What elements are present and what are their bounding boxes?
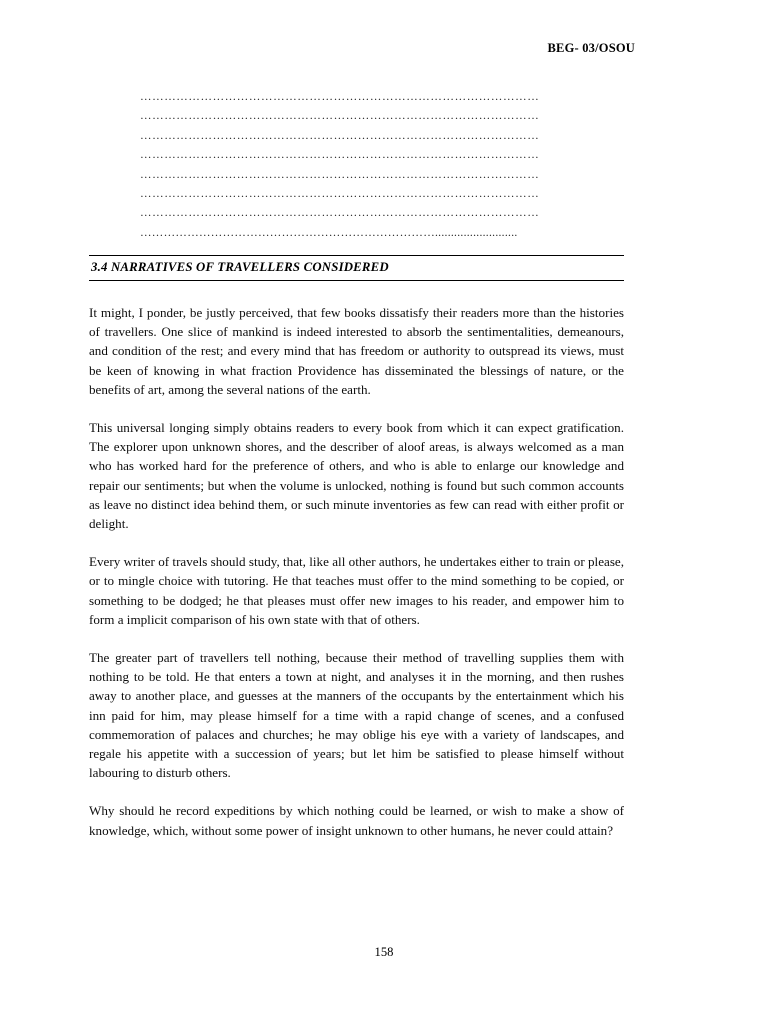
answer-line: ……………………………………………………………………………………… — [140, 149, 540, 162]
paragraph: Why should he record expeditions by which nothing could be learned, or wish to make a show of knowledge, which, without some power of insight unknown to other humans, he never could attain? — [89, 803, 624, 838]
answer-line: ……………………………………………………………………………………… — [140, 207, 540, 220]
answer-line: ……………………………………………………………………………………… — [140, 91, 540, 103]
paragraph: The greater part of travellers tell nothing, because their method of travelling supplies them with nothing to be told. He that enters a town at night, and analyses it in the morning, and then rushes away to another place, and guesses at the manners of the occupants by the entertainment which his inn paid for him, may please himself for a time with a rapid change of scenes, and a confused commemoration of palaces and churches; he may oblige his eye with a variety of landscapes, and regale his appetite with a succession of years; but let him be satisfied to please himself without labouring to disturb others. — [89, 650, 624, 781]
answer-line: ……………………………………………………………………………………… — [140, 110, 540, 123]
paragraph: It might, I ponder, be justly perceived, that few books dissatisfy their readers more than the histories of travellers. One slice of mankind is indeed interested to absorb the sentimentalities, demeanours, and condition of the rest; and every mind that has freedom or authority to outspread its views, must be keen of knowing in what fraction Providence has disseminated the blessings of nature, or the benefits of art, among the several nations of the earth. — [89, 305, 624, 397]
section-heading: 3.4 NARRATIVES OF TRAVELLERS CONSIDERED — [91, 260, 389, 274]
section-heading-block — [89, 255, 624, 281]
answer-lines-block — [140, 88, 624, 243]
page-number: 158 — [374, 945, 394, 959]
answer-line: ……………………………………………………………………………………… — [140, 187, 540, 200]
answer-line: ……………………………………………………………………………………… — [140, 129, 540, 142]
paragraph: Every writer of travels should study, that, like all other authors, he undertakes either to train or please, or to mingle choice with tutoring. He that teaches must offer to the mind something to be copied, or something to be dodged; he that pleases must offer new images to his reader, and empower him to form a implicit comparison of his own state with that of others. — [89, 554, 624, 627]
page-header-course-code: BEG- 03/OSOU — [547, 41, 635, 55]
paragraph: This universal longing simply obtains readers to every book from which it can expect gratification. The explorer upon unknown shores, and the describer of aloof areas, is always welcomed as a man who has worked hard for the preference of others, and who is able to enlarge our knowledge and repair our sentiments; but when the volume is unlocked, nothing is found but such common accounts as leave no distinct idea behind them, or such minute inventories as few can read with either profit or delight. — [89, 420, 624, 532]
heading-rule-bottom — [89, 280, 624, 281]
body-text — [89, 303, 624, 840]
answer-line: ………………………………………………………………….......................... — [140, 226, 518, 239]
answer-line: ……………………………………………………………………………………… — [140, 168, 540, 181]
